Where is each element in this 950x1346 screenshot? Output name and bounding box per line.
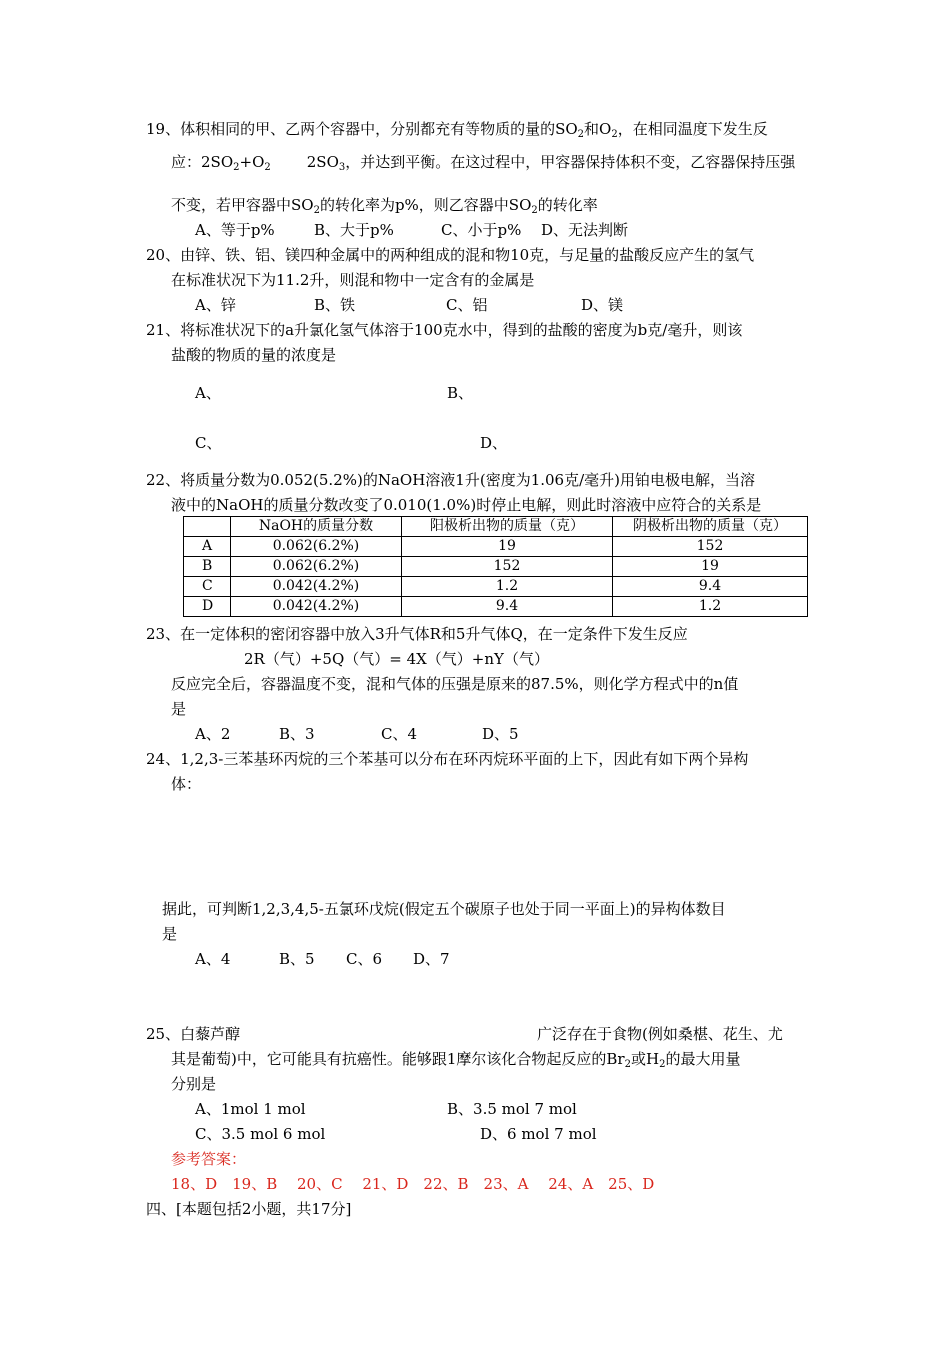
table-header-cell: 阳极析出物的质量（克） [402, 517, 613, 537]
answers-line: 18、D 19、B 20、C 21、D 22、B 23、A 24、A 25、D [171, 1175, 655, 1193]
q23-option-a: A、2 [195, 725, 231, 743]
table-cell: 1.2 [402, 577, 613, 597]
q20-option-a: A、锌 [195, 296, 236, 314]
q23-option-d: D、5 [482, 725, 519, 743]
q23-option-b: B、3 [279, 725, 315, 743]
q23-option-c: C、4 [381, 725, 418, 743]
q21-line1: 21、将标准状况下的a升氯化氢气体溶于100克水中，得到的盐酸的密度为b克/毫升，则该 [146, 321, 743, 339]
table-header-row [184, 517, 808, 537]
table-cell: 152 [402, 557, 613, 577]
q21-option-c: C、 [195, 434, 222, 452]
table-cell: C [184, 577, 231, 597]
section-4-heading: 四、[本题包括2小题，共17分] [146, 1200, 352, 1218]
table-cell: 9.4 [402, 597, 613, 617]
table-cell: D [184, 597, 231, 617]
q19-option-d: D、无法判断 [541, 221, 629, 239]
q21-line2: 盐酸的物质的量的浓度是 [171, 346, 337, 364]
table-header-cell [184, 517, 231, 537]
table-row [184, 557, 808, 577]
q20-option-b: B、铁 [314, 296, 356, 314]
q24-line3: 据此，可判断1,2,3,4,5-五氯环戊烷(假定五个碳原子也处于同一平面上)的异构体数目 [162, 900, 726, 918]
q19-option-c: C、小于p% [441, 221, 522, 239]
q20-option-d: D、镁 [581, 296, 624, 314]
q20-option-c: C、铝 [446, 296, 488, 314]
q20-line1: 20、由锌、铁、铝、镁四种金属中的两种组成的混和物10克，与足量的盐酸反应产生的氢气 [146, 246, 755, 264]
q23-line1: 23、在一定体积的密闭容器中放入3升气体R和5升气体Q，在一定条件下发生反应 [146, 625, 688, 643]
q24-line1: 24、1,2,3-三苯基环丙烷的三个苯基可以分布在环丙烷环平面的上下，因此有如下两个异构 [146, 750, 749, 768]
table-cell: 1.2 [613, 597, 808, 617]
q25-line2: 其是葡萄)中，它可能具有抗癌性。能够跟1摩尔该化合物起反应的$Br_2$或$H_2$的最大用量 [171, 1050, 741, 1070]
q24-option-a: A、4 [195, 950, 231, 968]
q22-table [183, 516, 808, 617]
q21-option-a: A、 [195, 384, 221, 402]
q24-line4: 是 [162, 925, 178, 943]
q25-line3: 分别是 [171, 1075, 217, 1093]
table-cell: 19 [402, 537, 613, 557]
q19-option-b: B、大于p% [314, 221, 394, 239]
table-cell: 0.062(6.2%) [231, 537, 402, 557]
table-cell: 0.062(6.2%) [231, 557, 402, 577]
q22-line2: 液中的NaOH的质量分数改变了0.010(1.0%)时停止电解，则此时溶液中应符合的关系是 [171, 496, 762, 514]
table-cell: 152 [613, 537, 808, 557]
q23-line2: 反应完全后，容器温度不变，混和气体的压强是原来的87.5%，则化学方程式中的n值 [171, 675, 739, 693]
table-header-cell: 阴极析出物的质量（克） [613, 517, 808, 537]
q20-line2: 在标准状况下为11.2升，则混和物中一定含有的金属是 [171, 271, 535, 289]
q19-option-a: A、等于p% [195, 221, 275, 239]
q25-option-c: C、3.5 mol 6 mol [195, 1125, 326, 1143]
q22-line1: 22、将质量分数为0.052(5.2%)的NaOH溶液1升(密度为1.06克/毫升)用铂电极电解，当溶 [146, 471, 755, 489]
q25-option-a: A、1mol 1 mol [195, 1100, 306, 1118]
q19-line3: 不变，若甲容器中$SO_2$的转化率为p%，则乙容器中$SO_2$的转化率 [171, 196, 598, 216]
q19-line2: 应：$2SO_2+O_2$ $2SO_3$，并达到平衡。在这过程中，甲容器保持体积不变，乙容器保持压强 [171, 153, 796, 173]
q25-line1-start: 25、白藜芦醇 [146, 1025, 241, 1043]
q25-line1-end: 广泛存在于食物(例如桑椹、花生、尤 [537, 1025, 783, 1043]
q23-line3: 是 [171, 700, 187, 718]
table-row [184, 537, 808, 557]
q23-equation: 2R（气）+5Q（气）= 4X（气）+nY（气） [244, 650, 549, 668]
q25-option-d: D、6 mol 7 mol [480, 1125, 597, 1143]
q24-option-b: B、5 [279, 950, 315, 968]
q24-option-d: D、7 [413, 950, 450, 968]
q19-line1: 19、体积相同的甲、乙两个容器中，分别都充有等物质的量的$SO_2$和$O_2$，在相同温度下发生反 [146, 120, 768, 140]
table-cell: 19 [613, 557, 808, 577]
table-cell: B [184, 557, 231, 577]
q24-line2: 体： [171, 775, 202, 793]
table-cell: 9.4 [613, 577, 808, 597]
q21-option-b: B、 [447, 384, 474, 402]
table-row [184, 597, 808, 617]
answers-label: 参考答案： [171, 1150, 247, 1168]
table-cell: 0.042(4.2%) [231, 597, 402, 617]
q24-option-c: C、6 [346, 950, 383, 968]
q25-option-b: B、3.5 mol 7 mol [447, 1100, 577, 1118]
table-cell: A [184, 537, 231, 557]
table-header-cell: NaOH的质量分数 [231, 517, 402, 537]
table-cell: 0.042(4.2%) [231, 577, 402, 597]
table-row [184, 577, 808, 597]
q21-option-d: D、 [480, 434, 508, 452]
